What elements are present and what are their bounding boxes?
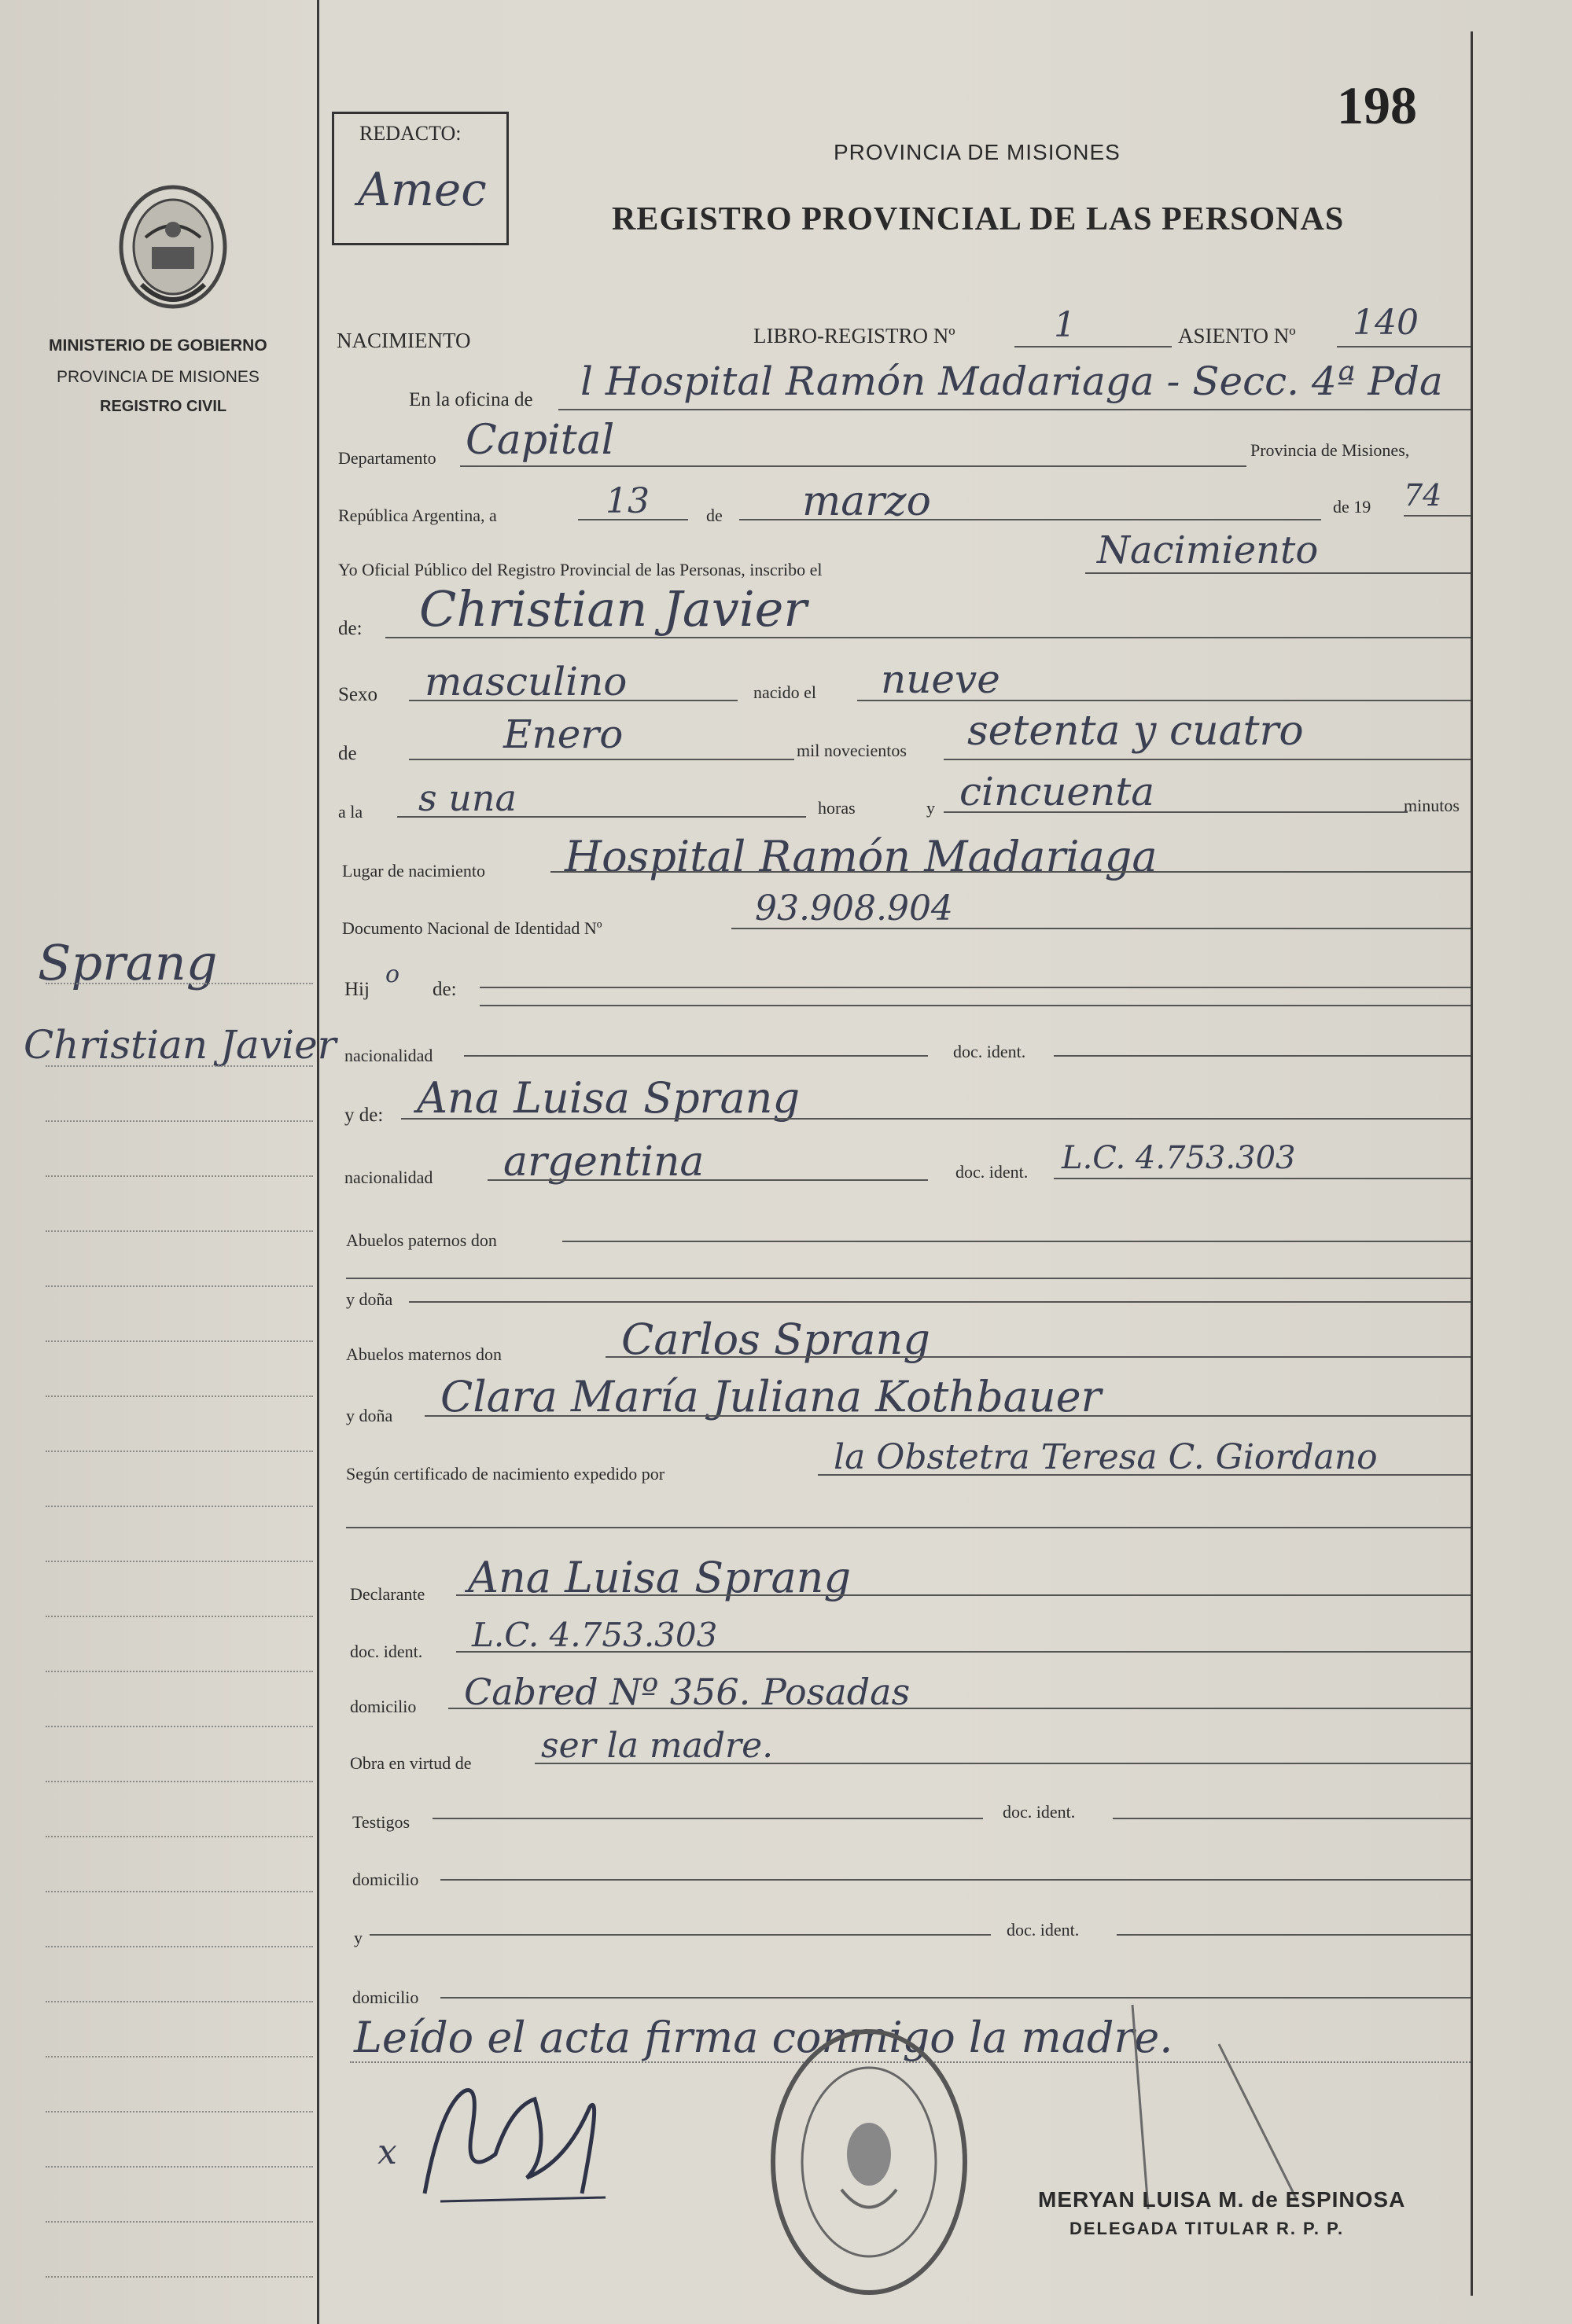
sexo-value: masculino bbox=[425, 659, 628, 704]
certificado-value: la Obstetra Teresa C. Giordano bbox=[834, 1437, 1378, 1477]
declarante-value: Ana Luisa Sprang bbox=[468, 1553, 852, 1602]
testigos-line bbox=[433, 1818, 983, 1819]
libro-label: LIBRO-REGISTRO Nº bbox=[753, 324, 955, 347]
mil-label: mil novecientos bbox=[797, 741, 907, 760]
official-name: MERYAN LUISA M. de ESPINOSA bbox=[1038, 2187, 1406, 2212]
province-heading: PROVINCIA DE MISIONES bbox=[834, 140, 1121, 164]
dni-label: Documento Nacional de Identidad Nº bbox=[342, 918, 602, 938]
domicilio-2-label: domicilio bbox=[352, 1870, 419, 1889]
margin-rule bbox=[46, 2111, 313, 2113]
certificado-label: Según certificado de nacimiento expedido por bbox=[346, 1464, 665, 1484]
hijo-suffix: o bbox=[385, 961, 400, 988]
abuelos-maternos-line bbox=[606, 1356, 1471, 1358]
registry-heading: REGISTRO PROVINCIAL DE LAS PERSONAS bbox=[612, 201, 1345, 237]
margin-rule bbox=[46, 1451, 313, 1452]
domicilio-1-line bbox=[448, 1708, 1471, 1709]
fecha-year-line bbox=[1404, 515, 1471, 517]
margin-rule bbox=[46, 1120, 313, 1122]
y-testigo-line bbox=[370, 1934, 991, 1936]
margin-rule bbox=[46, 1340, 313, 1342]
margin-note-surname: Sprang bbox=[38, 934, 218, 991]
official-title: DELEGADA TITULAR R. P. P. bbox=[1069, 2219, 1345, 2238]
y-dona-2-label: y doña bbox=[346, 1406, 393, 1425]
mil-value: setenta y cuatro bbox=[967, 708, 1304, 755]
lugar-line bbox=[550, 871, 1471, 873]
nacionalidad-2-doc-line bbox=[1054, 1178, 1471, 1179]
dni-value: 93.908.904 bbox=[755, 888, 953, 928]
nacionalidad-1-label: nacionalidad bbox=[344, 1046, 433, 1065]
de-nombre-line bbox=[385, 637, 1471, 638]
y-dona-1-line bbox=[409, 1301, 1471, 1303]
declarant-signature bbox=[409, 2060, 613, 2217]
inscripcion-value: Nacimiento bbox=[1097, 528, 1319, 572]
fecha-year-suffix: 74 bbox=[1404, 478, 1442, 513]
margin-rule bbox=[46, 1891, 313, 1892]
nacionalidad-2-doc-label: doc. ident. bbox=[955, 1162, 1029, 1182]
hora-label: a la bbox=[338, 802, 363, 822]
asiento-value: 140 bbox=[1353, 303, 1419, 343]
nacionalidad-2-value: argentina bbox=[503, 1138, 705, 1186]
fecha-day-line bbox=[578, 519, 688, 520]
ministry-line-3: REGISTRO CIVIL bbox=[100, 398, 227, 415]
official-stamp bbox=[763, 2021, 975, 2304]
fecha-de: de bbox=[706, 506, 723, 525]
domicilio-3-line bbox=[440, 1997, 1471, 1999]
de-nombre-value: Christian Javier bbox=[419, 580, 808, 638]
margin-rule bbox=[46, 1506, 313, 1507]
margin-rule bbox=[46, 1616, 313, 1617]
minutos-line bbox=[944, 811, 1408, 813]
libro-line bbox=[1014, 346, 1172, 347]
oficina-label: En la oficina de bbox=[409, 389, 533, 410]
domicilio-3-label: domicilio bbox=[352, 1988, 419, 2007]
abuelos-paternos-line-2 bbox=[346, 1278, 1471, 1279]
coat-of-arms-emblem bbox=[114, 182, 232, 320]
margin-rule bbox=[46, 1175, 313, 1177]
nacionalidad-1-doc-line bbox=[1054, 1055, 1471, 1057]
obra-value: ser la madre. bbox=[541, 1726, 774, 1766]
hijo-label: Hij bbox=[344, 979, 370, 1000]
fecha-prefix: República Argentina, a bbox=[338, 506, 497, 525]
margin-note-name: Christian Javier bbox=[24, 1022, 337, 1068]
departamento-label: Departamento bbox=[338, 448, 436, 468]
certificado-line-2 bbox=[346, 1527, 1471, 1528]
right-margin-line bbox=[1471, 31, 1473, 2296]
margin-rule bbox=[46, 2001, 313, 2002]
abuelos-maternos-label: Abuelos maternos don bbox=[346, 1344, 502, 1364]
margin-rule bbox=[46, 1065, 313, 1067]
mes-label: de bbox=[338, 743, 357, 764]
libro-value: 1 bbox=[1054, 305, 1076, 345]
fecha-month: marzo bbox=[802, 478, 931, 525]
doc-decl-line bbox=[456, 1651, 1471, 1653]
doc-decl-value: L.C. 4.753.303 bbox=[472, 1616, 718, 1654]
nacionalidad-2-label: nacionalidad bbox=[344, 1168, 433, 1187]
y-dona-2-line bbox=[425, 1415, 1471, 1417]
y-testigo-doc-label: doc. ident. bbox=[1007, 1920, 1080, 1940]
madre-value: Ana Luisa Sprang bbox=[417, 1073, 801, 1123]
fecha-day: 13 bbox=[606, 481, 650, 521]
margin-rule bbox=[46, 2276, 313, 2278]
mil-line bbox=[944, 759, 1471, 760]
lugar-value: Hospital Ramón Madariaga bbox=[565, 832, 1158, 881]
testigos-doc-label: doc. ident. bbox=[1003, 1802, 1076, 1822]
asiento-line bbox=[1337, 346, 1471, 347]
declarante-label: Declarante bbox=[350, 1584, 425, 1604]
de-nombre-label: de: bbox=[338, 618, 363, 639]
domicilio-1-value: Cabred Nº 356. Posadas bbox=[464, 1671, 911, 1713]
asiento-label: ASIENTO Nº bbox=[1178, 324, 1296, 347]
pen-strokes bbox=[1101, 1997, 1305, 2217]
margin-rule bbox=[46, 1561, 313, 1562]
hijo-line-2 bbox=[480, 1005, 1471, 1006]
y-dona-1-label: y doña bbox=[346, 1289, 393, 1309]
inscripcion-line bbox=[1085, 572, 1471, 574]
hora-line bbox=[397, 816, 806, 818]
margin-rule bbox=[46, 2056, 313, 2057]
margin-rule bbox=[46, 1230, 313, 1232]
margin-rule bbox=[46, 2166, 313, 2168]
declarante-line bbox=[456, 1594, 1471, 1596]
obra-label: Obra en virtud de bbox=[350, 1753, 472, 1773]
margin-rule bbox=[46, 2221, 313, 2223]
oficina-value: l Hospital Ramón Madariaga - Secc. 4ª Pda bbox=[580, 359, 1443, 404]
margin-rule bbox=[46, 1285, 313, 1287]
testigos-label: Testigos bbox=[352, 1812, 410, 1832]
y-dona-2-value: Clara María Juliana Kothbauer bbox=[440, 1372, 1102, 1421]
y-testigo-doc-line bbox=[1117, 1934, 1471, 1936]
sexo-line bbox=[409, 700, 738, 701]
mes-line bbox=[409, 759, 794, 760]
signature-mark: x bbox=[377, 2132, 397, 2172]
certificado-line bbox=[818, 1474, 1471, 1476]
minutos-label: minutos bbox=[1404, 796, 1460, 815]
abuelos-maternos-value: Carlos Sprang bbox=[621, 1315, 930, 1364]
lugar-label: Lugar de nacimiento bbox=[342, 861, 486, 881]
margin-rule bbox=[46, 1726, 313, 1727]
hora-value: s una bbox=[418, 777, 517, 819]
abuelos-paternos-line bbox=[562, 1241, 1471, 1242]
ministry-line-1: MINISTERIO DE GOBIERNO bbox=[49, 336, 267, 355]
sexo-label: Sexo bbox=[338, 684, 377, 705]
nacionalidad-2-line bbox=[488, 1179, 928, 1181]
departamento-line bbox=[460, 465, 1246, 467]
madre-line bbox=[401, 1118, 1471, 1120]
abuelos-paternos-label: Abuelos paternos don bbox=[346, 1230, 497, 1250]
departamento-suffix: Provincia de Misiones, bbox=[1250, 440, 1410, 460]
horas-label: horas bbox=[818, 798, 856, 818]
redacto-box bbox=[332, 112, 509, 245]
hijo-line bbox=[480, 987, 1471, 988]
margin-rule bbox=[46, 1781, 313, 1782]
departamento-value: Capital bbox=[466, 417, 615, 464]
domicilio-2-line bbox=[440, 1879, 1471, 1881]
nacionalidad-1-line bbox=[464, 1055, 928, 1057]
minutos-value: cincuenta bbox=[959, 769, 1155, 815]
act-type-label: NACIMIENTO bbox=[337, 329, 471, 352]
margin-rule bbox=[46, 1671, 313, 1672]
margin-rule bbox=[46, 983, 313, 984]
margin-rule bbox=[46, 1396, 313, 1397]
nacionalidad-1-doc-label: doc. ident. bbox=[953, 1042, 1026, 1061]
y-testigo-label: y bbox=[354, 1928, 363, 1947]
oficina-line bbox=[558, 409, 1471, 410]
ministry-line-2: PROVINCIA DE MISIONES bbox=[57, 368, 260, 386]
domicilio-1-label: domicilio bbox=[350, 1697, 417, 1716]
margin-rule bbox=[46, 1836, 313, 1837]
testigos-doc-line bbox=[1113, 1818, 1471, 1819]
mes-value: Enero bbox=[503, 712, 624, 757]
left-margin-line bbox=[317, 0, 319, 2324]
nacionalidad-2-doc-value: L.C. 4.753.303 bbox=[1062, 1140, 1296, 1176]
hijo-de-label: de: bbox=[433, 979, 457, 1000]
obra-line bbox=[535, 1763, 1471, 1764]
fecha-month-line bbox=[739, 519, 1321, 520]
madre-label: y de: bbox=[344, 1105, 384, 1126]
inscripcion-label: Yo Oficial Público del Registro Provincial de las Personas, inscribo el bbox=[338, 560, 823, 579]
redacto-label: REDACTO: bbox=[359, 122, 462, 145]
nacido-value: nueve bbox=[881, 656, 1000, 702]
margin-rule bbox=[46, 1946, 313, 1947]
y-label: y bbox=[926, 798, 935, 818]
closing-statement: Leído el acta firma conmigo la madre. bbox=[354, 2013, 1173, 2062]
page-number: 198 bbox=[1337, 75, 1417, 135]
dni-line bbox=[731, 928, 1471, 929]
nacido-label: nacido el bbox=[753, 682, 817, 702]
redacto-signature: Amec bbox=[358, 163, 487, 216]
doc-decl-label: doc. ident. bbox=[350, 1642, 423, 1661]
fecha-year-prefix: de 19 bbox=[1333, 497, 1371, 517]
nacido-line bbox=[857, 700, 1471, 701]
